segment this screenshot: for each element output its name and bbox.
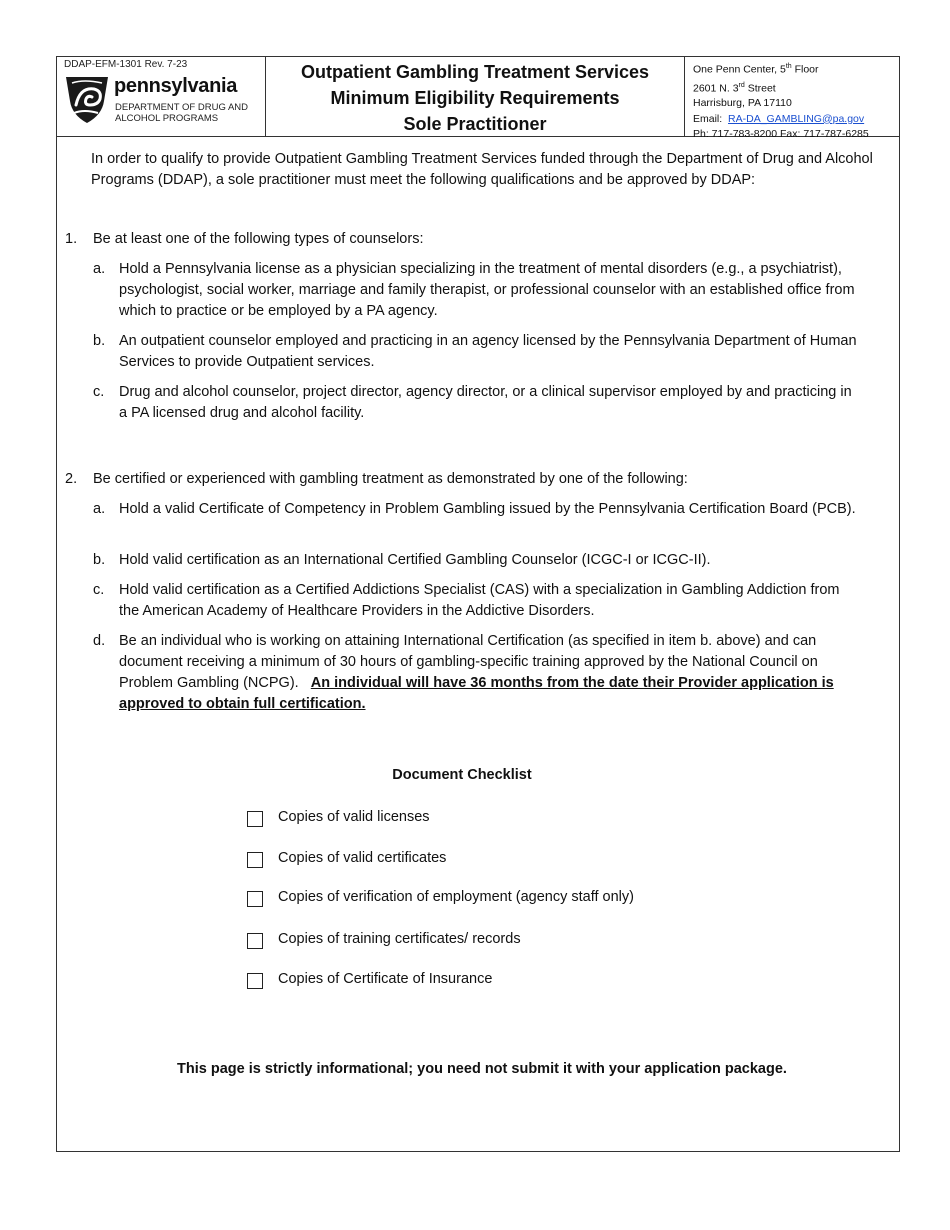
address-line-2: 2601 N. 3rd Street bbox=[693, 81, 776, 95]
checklist-item-label: Copies of valid licenses bbox=[278, 809, 430, 825]
address-line-1: One Penn Center, 5th Floor bbox=[693, 63, 819, 76]
checklist-item-label: Copies of training certificates/ records bbox=[278, 931, 521, 947]
title-line-2: Minimum Eligibility Requirements bbox=[330, 88, 620, 108]
logo-department-name bbox=[115, 102, 248, 124]
phone-line: Ph: 717-783-8200 Fax: 717-787-6285 bbox=[693, 127, 869, 140]
checkbox[interactable] bbox=[247, 811, 263, 827]
informational-note: This page is strictly informational; you need not submit it with your application package. bbox=[177, 1061, 787, 1077]
checkbox[interactable] bbox=[247, 852, 263, 868]
logo-sub-line2: ALCOHOL PROGRAMS bbox=[115, 113, 219, 124]
contact-info bbox=[693, 59, 869, 142]
email-line: Email: RA-DA_GAMBLING@pa.gov bbox=[693, 112, 865, 125]
form-id: DDAP-EFM-1301 Rev. 7-23 bbox=[64, 59, 188, 70]
section-2-text: Be certified or experienced with gambling treatment as demonstrated by one of the following: bbox=[93, 471, 688, 487]
form-header bbox=[57, 57, 899, 140]
section-1-text: Be at least one of the following types of counselors: bbox=[93, 231, 424, 247]
title-line-1: Outpatient Gambling Treatment Services bbox=[300, 62, 650, 82]
checkbox[interactable] bbox=[247, 891, 263, 907]
email-link[interactable]: RA-DA_GAMBLING@pa.gov bbox=[728, 112, 865, 125]
checklist-title: Document Checklist bbox=[392, 767, 532, 783]
header-logo-cell bbox=[57, 57, 266, 136]
checklist-item-label: Copies of verification of employment (agency staff only) bbox=[278, 889, 634, 905]
checklist-item-label: Copies of valid certificates bbox=[278, 850, 447, 866]
header-contact-cell bbox=[685, 57, 899, 140]
address-line-3: Harrisburg, PA 17110 bbox=[693, 97, 792, 110]
title-line-3: Sole Practitioner bbox=[403, 114, 547, 134]
checkbox[interactable] bbox=[247, 933, 263, 949]
header-title-cell bbox=[266, 57, 685, 136]
item-d-emphasis: An individual will have 36 months from the date their Provider application is approved to obtain full certification. bbox=[119, 675, 834, 712]
section-1-number: 1. bbox=[65, 231, 78, 247]
logo-sub-line1: DEPARTMENT OF DRUG AND bbox=[115, 102, 249, 113]
pennsylvania-logo bbox=[64, 75, 264, 127]
keystone-icon bbox=[64, 75, 110, 125]
item-d-text: Be an individual who is working on attaining International Certification (as specified in item b. above) and can document receiving a minimum of 30 hours of gambling-specific training approved by the National Council on Problem Gambling (NCPG). bbox=[119, 633, 822, 691]
section-2-number: 2. bbox=[65, 471, 78, 487]
checkbox[interactable] bbox=[247, 973, 263, 989]
checklist-item-label: Copies of Certificate of Insurance bbox=[278, 971, 493, 987]
intro-paragraph: In order to qualify to provide Outpatient Gambling Treatment Services funded through the Department of Drug and Alcohol Programs (DDAP), a sole practitioner must meet the following qualifications and be approved by DDAP: bbox=[91, 151, 873, 188]
form-frame: DDAP-EFM-1301 Rev. 7-23 pennsylvania DEPARTMENT OF DRUG AND ALCOHOL PROGRAMS Outpatient Gambling Treatment Services Minimum Eligibility Requirements Sole Practitioner One Penn Center, 5th Floor 2601 N. 3rd Street Harrisburg, PA 17110 Email: RA-DA_GAMBLING@pa.gov Ph: 717-783-8200 Fax: 717-787-6285 In order to qualify to provide Outpatient Gambling Treatment Services funded through the Department of Drug and Alcohol Programs (DDAP), a sole practitioner must meet the following qualifications and be approved by DDAP: 1. Be at least one of the following types of counselors: a. Hold a Pennsylvania license as a physician specializing in the treatment of mental disorders (e.g., a psychiatrist), psychologist, social worker, marriage and family therapist, or professional counselor with an established office from which to practice or be employed by a PA agency. b. An outpatient counselor employed and practicing in an agency licensed by the Pennsylvania Department of Human Services to provide Outpatient services. c. Drug and alcohol counselor, project director, agency director, or a clinical supervisor employed by and practicing in a PA licensed drug and alcohol facility. 2. Be certified or experienced with gambling treatment as demonstrated by one of the following: a. Hold a valid Certificate of Competency in Problem Gambling issued by the Pennsylvania Certification Board (PCB). b. Hold valid certification as an International Certified Gambling Counselor (ICGC-I or ICGC-II). c. Hold valid certification as a Certified Addictions Specialist (CAS) with a specialization in Gambling Addiction from the American Academy of Healthcare Providers in the Addictive Disorders. d. Be an individual who is working on attaining International Certification (as specified in item b. above) and can document receiving a minimum of 30 hours of gambling-specific training approved by the National Council on Problem Gambling (NCPG). An individual will have 36 months from the date their Provider application is approved to obtain full certification. Document Checklist Copies of valid licenses Copies of valid certificates Copies of verification of employment (agency staff only) Copies of training certificates/ records Copies of Certificate of Insurance This page is strictly informational; you need not submit it with your application package. bbox=[56, 56, 900, 1152]
logo-wordmark: pennsylvania bbox=[114, 75, 238, 97]
